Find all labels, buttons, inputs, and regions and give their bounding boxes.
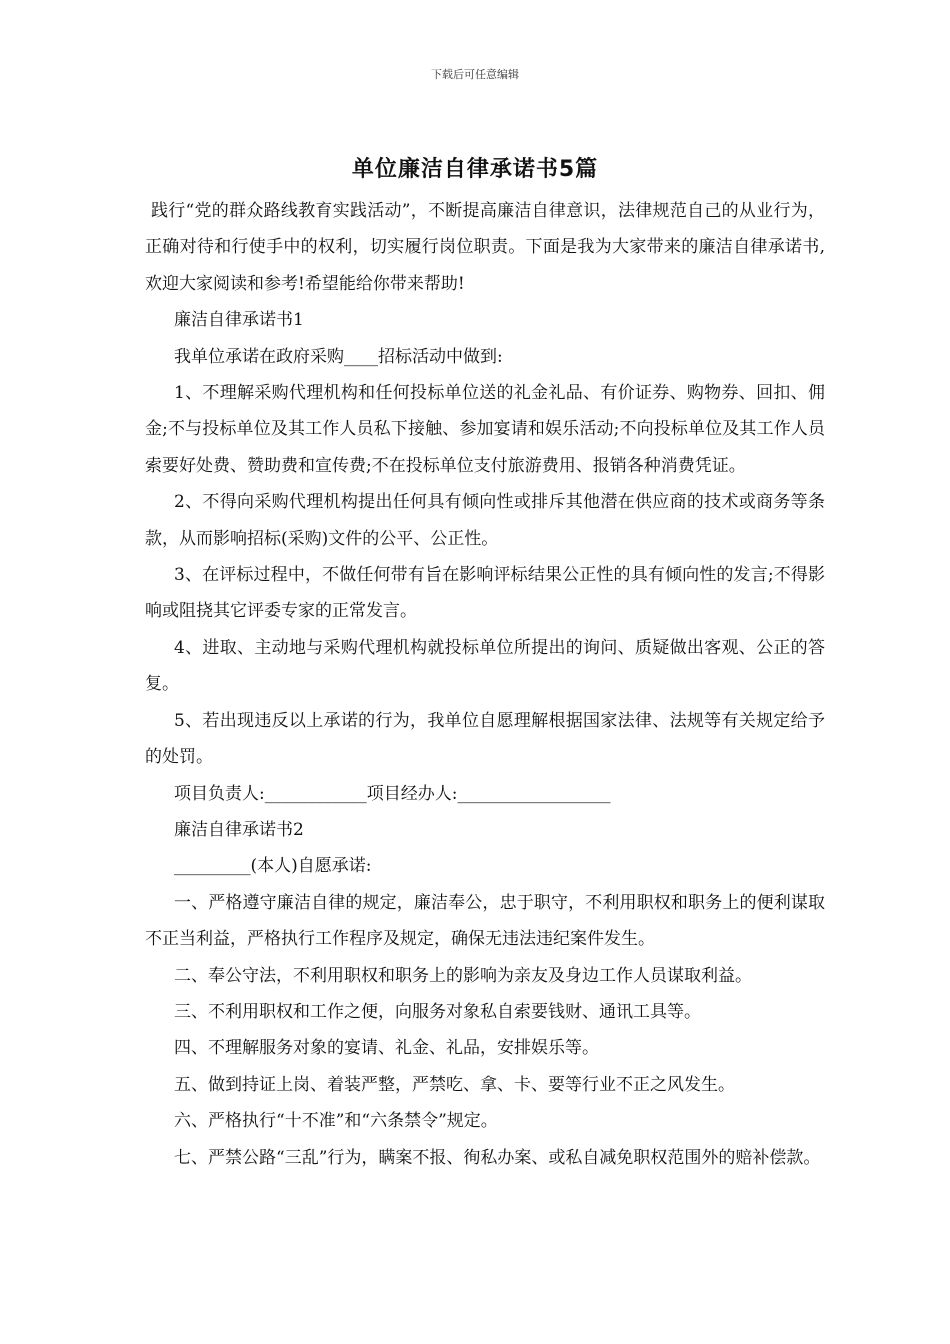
- paragraph: 四、不理解服务对象的宴请、礼金、礼品，安排娱乐等。: [174, 1038, 599, 1059]
- paragraph: 1、不理解采购代理机构和任何投标单位送的礼金礼品、有价证券、购物券、回扣、佣金;不与投标单位及其工作人员私下接触、参加宴请和娱乐活动;不向投标单位及其工作人员索要好处费、赞助费和宣传费;不在投标单位支付旅游费用、报销各种消费凭证。: [145, 383, 825, 476]
- paragraph: 一、严格遵守廉洁自律的规定，廉洁奉公，忠于职守，不利用职权和职务上的便利谋取不正当利益，严格执行工作程序及规定，确保无违法违纪案件发生。: [145, 892, 825, 950]
- paragraph: 我单位承诺在政府采购____招标活动中做到:: [174, 346, 503, 367]
- intro-paragraph: 践行“党的群众路线教育实践活动”，不断提高廉洁自律意识，法律规范自己的从业行为，正确对待和行使手中的权利，切实履行岗位职责。下面是我为大家带来的廉洁自律承诺书,欢迎大家阅读和参考!希望能给你带来帮助!: [145, 201, 825, 294]
- paragraph: 五、做到持证上岗、着装严整，严禁吃、拿、卡、要等行业不正之风发生。: [174, 1074, 735, 1095]
- document-title: 单位廉洁自律承诺书5篇: [351, 157, 599, 182]
- paragraph: 三、不利用职权和工作之便，向服务对象私自索要钱财、通讯工具等。: [174, 1001, 701, 1022]
- paragraph: 二、奉公守法，不利用职权和职务上的影响为亲友及身边工作人员谋取利益。: [174, 965, 752, 986]
- section-heading-1: 廉洁自律承诺书1: [174, 310, 304, 331]
- paragraph: 3、在评标过程中，不做任何带有旨在影响评标结果公正性的具有倾向性的发言;不得影响或阻挠其它评委专家的正常发言。: [145, 565, 825, 622]
- signature-line: 项目负责人:____________项目经办人:__________________: [174, 783, 611, 804]
- header-note: 下载后可任意编辑: [431, 68, 519, 81]
- paragraph: 5、若出现违反以上承诺的行为，我单位自愿理解根据国家法律、法规等有关规定给予的处罚。: [145, 710, 825, 768]
- paragraph: _________(本人)自愿承诺:: [174, 856, 372, 877]
- paragraph: 七、严禁公路“三乱”行为，瞒案不报、徇私办案、或私自减免职权范围外的赔补偿款。: [174, 1147, 821, 1168]
- paragraph: 4、进取、主动地与采购代理机构就投标单位所提出的询问、质疑做出客观、公正的答复。: [145, 637, 825, 695]
- paragraph: 2、不得向采购代理机构提出任何具有倾向性或排斥其他潜在供应商的技术或商务等条款，从而影响招标(采购)文件的公平、公正性。: [145, 492, 825, 549]
- paragraph: 六、严格执行“十不准”和“六条禁令”规定。: [174, 1111, 498, 1132]
- document-body: [145, 193, 825, 1176]
- section-heading-2: 廉洁自律承诺书2: [174, 819, 304, 840]
